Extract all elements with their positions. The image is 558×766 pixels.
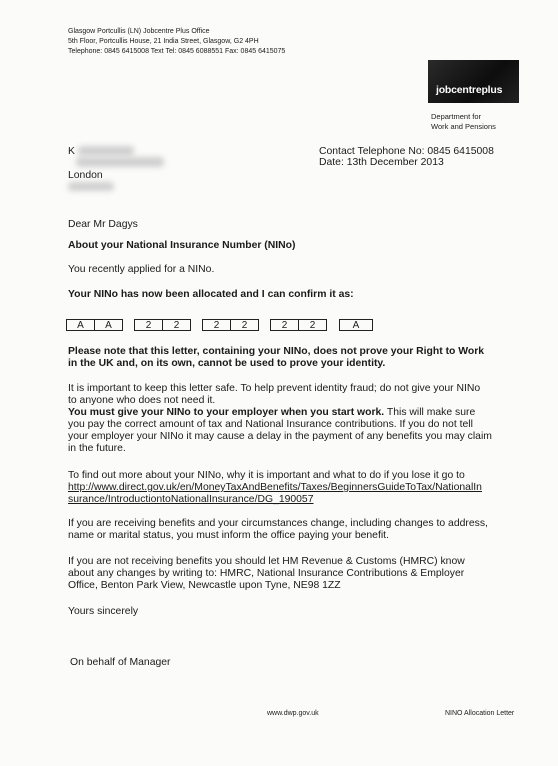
- nino-char: 2: [162, 319, 191, 331]
- nino-char: 2: [230, 319, 259, 331]
- footer-website: www.dwp.gov.uk: [267, 710, 319, 717]
- closing: Yours sincerely: [68, 606, 139, 617]
- signoff: On behalf of Manager: [70, 657, 171, 668]
- nino-char: 2: [270, 319, 299, 331]
- more-info-line: To find out more about your NINo, why it is important and what to do if you lose it go to: [68, 470, 465, 481]
- govuk-link-line-1[interactable]: http://www.direct.gov.uk/en/MoneyTaxAndBenefits/Taxes/BeginnersGuideToTax/NationalIn: [68, 482, 482, 493]
- nino-group-letters: [66, 319, 122, 331]
- benefits-line-1: If you are receiving benefits and your circumstances change, including changes to address,: [68, 518, 488, 529]
- nino-char: A: [94, 319, 123, 331]
- employer-line-3: your employer your NINo it may cause a delay in the payment of any benefits you may claim: [68, 431, 492, 442]
- jobcentreplus-logo: [428, 60, 519, 103]
- nino-group-digits-2: [202, 319, 258, 331]
- redacted-postcode: [68, 182, 114, 191]
- nino-group-suffix: [339, 319, 372, 331]
- application-note: You recently applied for a NINo.: [68, 264, 215, 275]
- redacted-name: [78, 146, 134, 156]
- subject-heading: About your National Insurance Number (NINo): [68, 240, 296, 251]
- employer-line-2: you pay the correct amount of tax and National Insurance contributions. If you do not tell: [68, 419, 473, 430]
- employer-rest: This will make sure: [384, 407, 476, 418]
- nino-group-digits-3: [270, 319, 326, 331]
- nino-char: 2: [298, 319, 327, 331]
- keep-safe-line-2: to anyone who does not need it.: [68, 395, 216, 406]
- warning-line-1: Please note that this letter, containing your NINo, does not prove your Right to Work: [68, 346, 485, 357]
- nino-group-digits-1: [134, 319, 190, 331]
- govuk-link-line-2[interactable]: surance/IntroductiontoNationalInsurance/DG_190057: [68, 494, 314, 505]
- contact-telephone: Contact Telephone No: 0845 6415008: [319, 146, 494, 157]
- department-line-1: Department for: [431, 112, 482, 121]
- benefits-line-2: name or marital status, you must inform the office paying your benefit.: [68, 530, 389, 541]
- office-phones: Telephone: 0845 6415008 Text Tel: 0845 6088551 Fax: 0845 6415075: [68, 48, 286, 55]
- nino-char: A: [339, 319, 373, 331]
- allocation-statement: Your NINo has now been allocated and I can confirm it as:: [68, 289, 354, 300]
- office-name: Glasgow Portcullis (LN) Jobcentre Plus Office: [68, 28, 210, 35]
- office-address: 5th Floor, Portcullis House, 21 India Street, Glasgow, G2 4PH: [68, 38, 259, 45]
- nino-char: 2: [202, 319, 231, 331]
- employer-bold: You must give your NINo to your employer when you start work.: [68, 407, 385, 418]
- hmrc-line-1: If you are not receiving benefits you should let HM Revenue & Customs (HMRC) know: [68, 556, 465, 567]
- hmrc-line-3: Office, Benton Park View, Newcastle upon Tyne, NE98 1ZZ: [68, 580, 341, 591]
- nino-char: A: [66, 319, 95, 331]
- redacted-address: [76, 157, 164, 167]
- employer-line-4: in the future.: [68, 443, 126, 454]
- nino-char: 2: [134, 319, 163, 331]
- recipient-city: London: [68, 170, 103, 181]
- department-name: [431, 112, 496, 132]
- recipient-initial: K: [68, 146, 75, 157]
- footer-form-name: NINO Allocation Letter: [445, 710, 515, 717]
- keep-safe-line-1: It is important to keep this letter safe. To help prevent identity fraud; do not give your NINo: [68, 383, 481, 394]
- warning-line-2: in the UK and, on its own, cannot be used to prove your identity.: [68, 358, 386, 369]
- salutation: Dear Mr Dagys: [68, 219, 138, 230]
- department-line-2: Work and Pensions: [431, 122, 496, 131]
- logo-text: jobcentreplus: [436, 84, 503, 96]
- letter-date: Date: 13th December 2013: [319, 157, 444, 168]
- hmrc-line-2: about any changes by writing to: HMRC, National Insurance Contributions & Employer: [68, 568, 465, 579]
- employer-line-1: [68, 407, 475, 419]
